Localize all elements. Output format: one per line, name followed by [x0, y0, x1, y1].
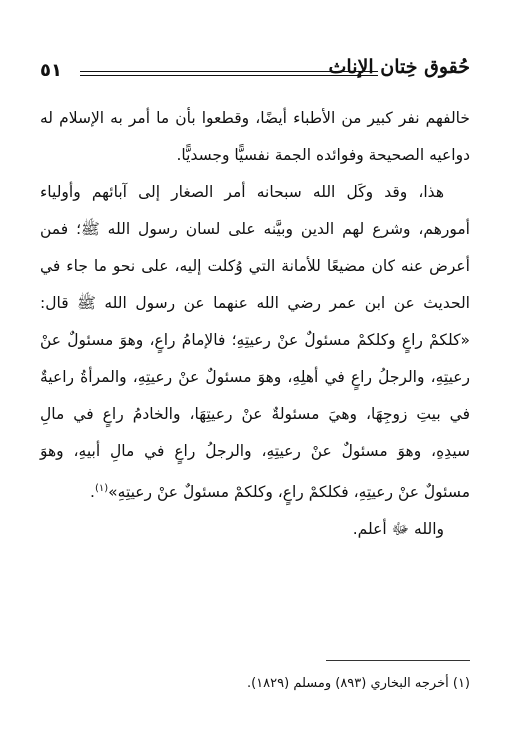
- page-number: ٥١: [40, 60, 62, 81]
- paragraph-2-end: .: [90, 483, 95, 502]
- paragraph-2: [40, 174, 470, 511]
- main-text: [40, 100, 470, 548]
- page-header: [40, 58, 470, 88]
- footnote-ref: (١): [94, 483, 109, 494]
- footnote-rule: [326, 660, 470, 661]
- paragraph-2-text: هذا، وقد وكَل الله سبحانه أمر الصغار إلى آبائهم وأولياء أمورهم، وشرع لهم الدين وبيَّنه على لسان رسول الله ﷺ؛ فمن أعرض عنه كان مضيعًا للأمانة التي وُكلت إليه، على نحو ما جاء في الحديث عن ابن عمر رضي الله عنهما عن رسول الله ﷺ قال: «كلكمْ راعٍ وكلكمْ مسئولٌ عنْ رعيتِهِ؛ فالإمامُ راعٍ، وهوَ مسئولٌ عنْ رعيتِهِ، والرجلُ راعٍ في أهلِهِ، وهوَ مسئولٌ عنْ رعيتِهِ، والمرأةُ راعيةٌ في بيتِ زوجِهَا، وهيَ مسئولةٌ عنْ رعيتِهَا، والخادمُ راعٍ في مالِ سيدِهِ، وهوَ مسئولٌ عنْ رعيتِهِ، والرجلُ راعٍ في مالِ أبيهِ، وهوَ مسئولٌ عنْ رعيتِهِ، فكلكمْ راعٍ، وكلكمْ مسئولٌ عنْ رعيتِهِ»: [40, 183, 470, 502]
- paragraph-1: خالفهم نفر كبير من الأطباء أيضًا، وقطعوا بأن ما أمر به الإسلام له دواعيه الصحيحة وفوائده الجمة نفسيًّا وجسديًّا.: [40, 109, 470, 164]
- running-title: حُقوق خِتان الإناث: [328, 56, 470, 78]
- footnote: (١) أخرجه البخاري (٨٩٣) ومسلم (١٨٢٩).: [246, 676, 470, 691]
- paragraph-3: والله ﷻ أعلم.: [352, 520, 444, 539]
